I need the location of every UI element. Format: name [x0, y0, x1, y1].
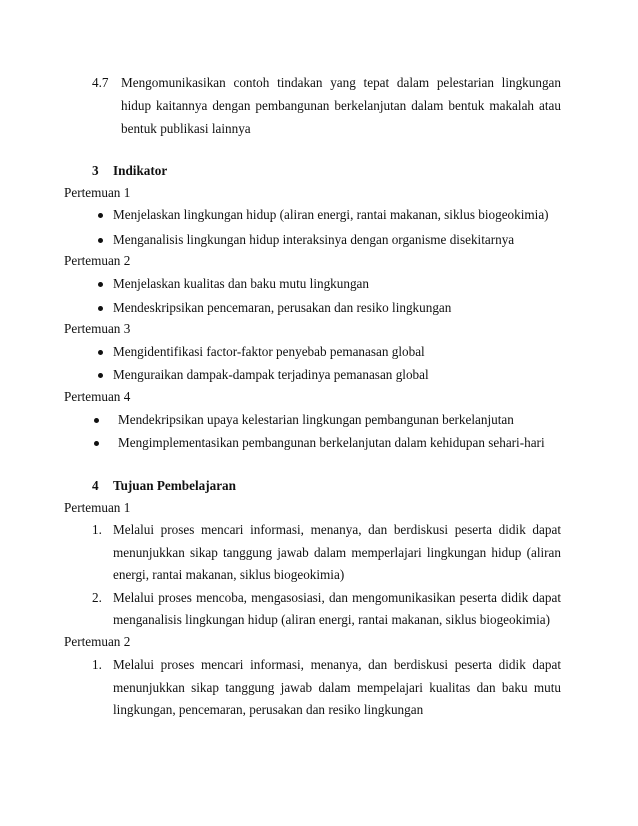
bullet-icon	[98, 213, 103, 218]
paragraph-line: energi, rantai makanan, siklus biogeokimia)	[113, 567, 345, 582]
item-number: 1.	[92, 522, 102, 537]
list-item: Menganalisis lingkungan hidup interaksinya dengan organisme disekitarnya	[113, 232, 515, 247]
list-item: Mendekripsikan upaya kelestarian lingkungan pembangunan berkelanjutan	[118, 412, 514, 427]
section-number: 4	[92, 478, 99, 493]
paragraph-line: bentuk publikasi lainnya	[121, 121, 251, 136]
bullet-icon	[98, 373, 103, 378]
item-number: 4.7	[92, 75, 109, 90]
bullet-icon	[98, 238, 103, 243]
list-item: Menjelaskan kualitas dan baku mutu lingkungan	[113, 276, 370, 291]
section-heading: Indikator	[113, 163, 168, 178]
meeting-label: Pertemuan 2	[64, 634, 131, 649]
bullet-icon	[98, 350, 103, 355]
list-item: Mendeskripsikan pencemaran, perusakan dan resiko lingkungan	[113, 300, 452, 315]
paragraph-line: menunjukkan sikap tanggung jawab dalam memperlajari lingkungan hidup (aliran	[113, 545, 561, 560]
meeting-label: Pertemuan 1	[64, 500, 131, 515]
meeting-label: Pertemuan 2	[64, 253, 131, 268]
section-heading: Tujuan Pembelajaran	[113, 478, 236, 493]
section-number: 3	[92, 163, 99, 178]
item-number: 2.	[92, 590, 102, 605]
bullet-icon	[94, 441, 99, 446]
paragraph-line: menunjukkan sikap tanggung jawab dalam mempelajari kualitas dan baku mutu	[113, 680, 561, 695]
paragraph-line: Melalui proses mencoba, mengasosiasi, dan mengomunikasikan peserta didik dapat	[113, 590, 561, 605]
list-item: Mengimplementasikan pembangunan berkelanjutan dalam kehidupan sehari-hari	[118, 435, 545, 450]
list-item: Menguraikan dampak-dampak terjadinya pemanasan global	[113, 367, 429, 382]
paragraph-line: Melalui proses mencari informasi, menanya, dan berdiskusi peserta didik dapat	[113, 522, 561, 537]
paragraph-line: menganalisis lingkungan hidup (aliran energi, rantai makanan, siklus biogeokimia)	[113, 612, 551, 627]
paragraph-line: hidup kaitannya dengan pembangunan berkelanjutan dalam bentuk makalah atau	[121, 98, 561, 113]
meeting-label: Pertemuan 4	[64, 389, 131, 404]
list-item: Menjelaskan lingkungan hidup (aliran energi, rantai makanan, siklus biogeokimia)	[113, 207, 549, 222]
paragraph-line: Mengomunikasikan contoh tindakan yang tepat dalam pelestarian lingkungan	[121, 75, 561, 90]
bullet-icon	[98, 306, 103, 311]
bullet-icon	[98, 282, 103, 287]
paragraph-line: lingkungan, pencemaran, perusakan dan resiko lingkungan	[113, 702, 424, 717]
meeting-label: Pertemuan 3	[64, 321, 131, 336]
meeting-label: Pertemuan 1	[64, 185, 131, 200]
bullet-icon	[94, 418, 99, 423]
paragraph-line: Melalui proses mencari informasi, menanya, dan berdiskusi peserta didik dapat	[113, 657, 561, 672]
item-number: 1.	[92, 657, 102, 672]
list-item: Mengidentifikasi factor-faktor penyebab pemanasan global	[113, 344, 425, 359]
